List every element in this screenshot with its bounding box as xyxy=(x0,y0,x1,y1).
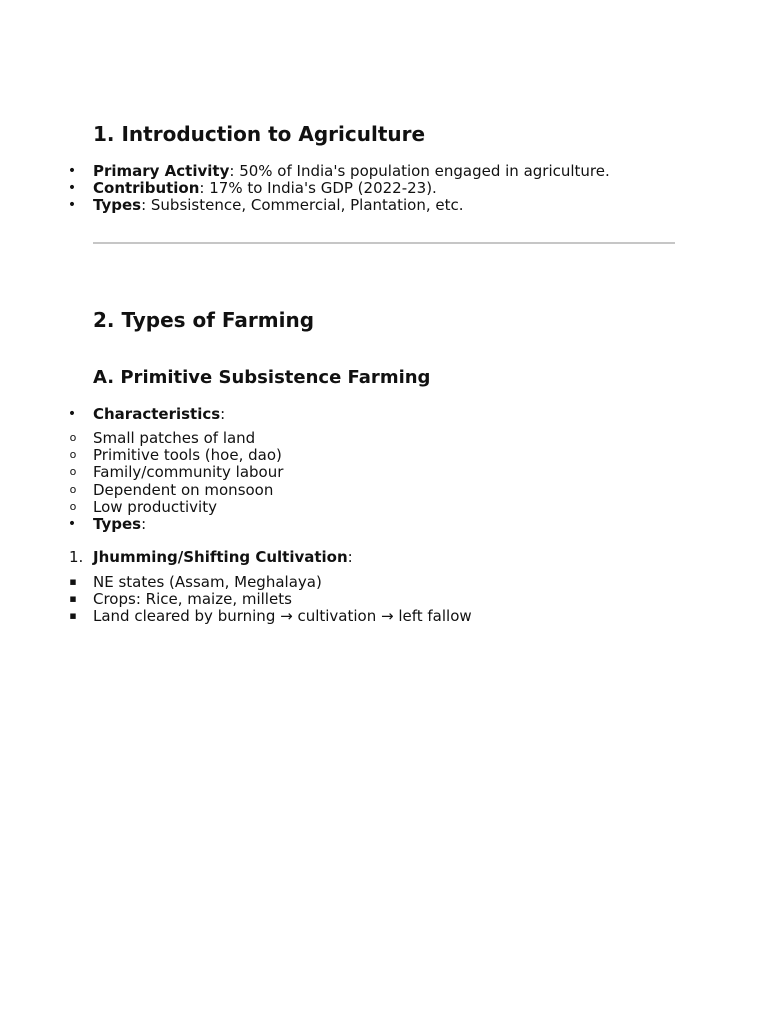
circle-bullet-marker: o xyxy=(69,448,77,461)
item-description: : 50% of India's population engaged in agriculture. xyxy=(229,162,610,180)
list-item-text xyxy=(93,196,464,214)
circle-bullet-marker: o xyxy=(69,465,77,478)
circle-bullet-marker: o xyxy=(69,483,77,496)
bullet-marker: • xyxy=(67,180,77,196)
item-label: Primary Activity xyxy=(93,162,230,180)
item-description: : Subsistence, Commercial, Plantation, etc. xyxy=(141,196,464,214)
bullet-marker: • xyxy=(67,516,77,532)
list-item-text xyxy=(93,405,225,423)
sub-list-item-text: Small patches of land xyxy=(93,429,256,447)
square-bullet-marker: ▪ xyxy=(69,609,77,622)
item-label: Types xyxy=(93,515,142,533)
sub-list-item-text: Dependent on monsoon xyxy=(93,481,274,499)
item-label: Types xyxy=(93,196,142,214)
square-bullet-marker: ▪ xyxy=(69,575,77,588)
sub-list-item-text: Low productivity xyxy=(93,498,217,516)
list-item-text xyxy=(93,162,610,180)
square-list-item-text: NE states (Assam, Meghalaya) xyxy=(93,573,322,591)
section-divider xyxy=(93,242,675,244)
subsection-heading-primitive-subsistence: A. Primitive Subsistence Farming xyxy=(93,367,431,388)
item-label: Jhumming/Shifting Cultivation xyxy=(93,548,348,566)
item-description: : xyxy=(141,515,147,533)
circle-bullet-marker: o xyxy=(69,500,77,513)
list-number: 1. xyxy=(69,548,84,566)
item-label: Characteristics xyxy=(93,405,221,423)
square-bullet-marker: ▪ xyxy=(69,592,77,605)
item-label: Contribution xyxy=(93,179,200,197)
sub-list-item-text: Family/community labour xyxy=(93,463,284,481)
bullet-marker: • xyxy=(67,163,77,179)
circle-bullet-marker: o xyxy=(69,431,77,444)
item-description: : 17% to India's GDP (2022-23). xyxy=(199,179,437,197)
item-description: : xyxy=(220,405,226,423)
bullet-marker: • xyxy=(67,406,77,422)
list-item-text xyxy=(93,515,146,533)
list-item-text xyxy=(93,179,437,197)
sub-list-item-text: Primitive tools (hoe, dao) xyxy=(93,446,282,464)
item-description: : xyxy=(347,548,353,566)
square-list-item-text: Land cleared by burning → cultivation → left fallow xyxy=(93,607,472,625)
section-heading-types-of-farming: 2. Types of Farming xyxy=(93,308,315,332)
square-list-item-text: Crops: Rice, maize, millets xyxy=(93,590,292,608)
numbered-item-text xyxy=(93,548,353,566)
bullet-marker: • xyxy=(67,197,77,213)
section-heading-introduction: 1. Introduction to Agriculture xyxy=(93,122,426,146)
